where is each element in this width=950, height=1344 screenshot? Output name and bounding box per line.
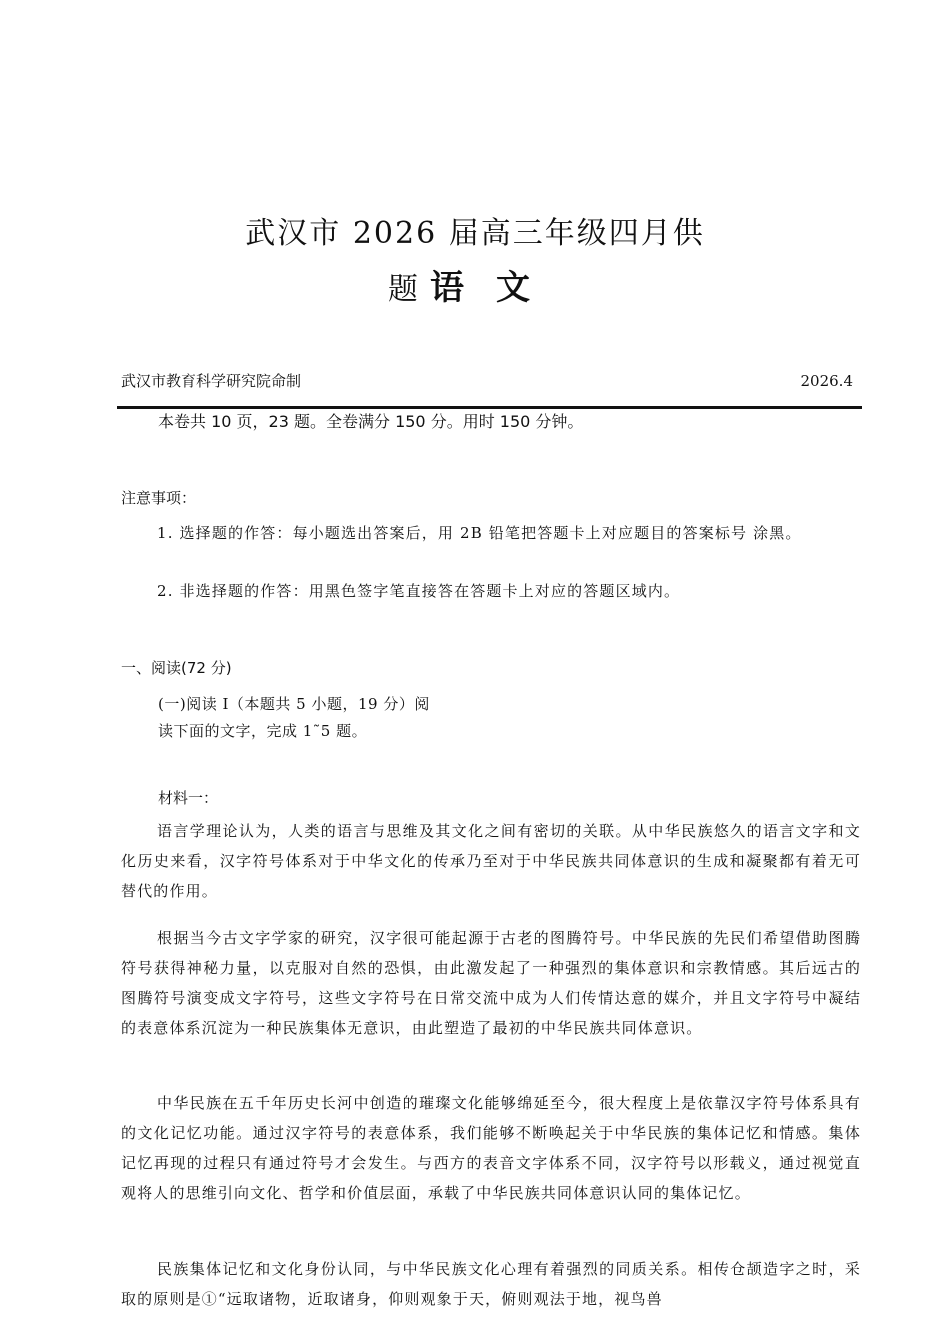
body-paragraph-3: 中华民族在五千年历史长河中创造的璀璨文化能够绵延至今，很大程度上是依靠汉字符号体系具有的文化记忆功能。通过汉字符号的表意体系，我们能够不断唤起关于中华民族的集体记忆和情感。集体记忆再现的过程只有通过符号才会发生。与西方的表音文字体系不同，汉字符号以形载义，通过视觉直观将人的思维引向文化、哲学和价值层面，承载了中华民族共同体意识认同的集体记忆。 xyxy=(121,1094,861,1202)
notice-item-1: 1. 选择题的作答：每小题选出答案后，用 2B 铅笔把答题卡上对应题目的答案标号 涂黑。 xyxy=(157,524,802,542)
exam-date: 2026.4 xyxy=(800,372,853,390)
issuer-row xyxy=(121,370,853,392)
exam-info: 本卷共 10 页，23 题。全卷满分 150 分。用时 150 分钟。 xyxy=(158,412,584,431)
header-divider xyxy=(117,406,862,409)
notice-heading: 注意事项： xyxy=(121,489,197,507)
part-intro: (一)阅读 I（本题共 5 小题，19 分）阅读下面的文字，完成 1˜5 题。 xyxy=(158,695,430,740)
notice-item-2: 2. 非选择题的作答：用黑色签字笔直接答在答题卡上对应的答题区域内。 xyxy=(157,582,681,600)
body-paragraph-1: 语言学理论认为，人类的语言与思维及其文化之间有密切的关联。从中华民族悠久的语言文字和文化历史来看，汉字符号体系对于中华文化的传承乃至对于中华民族共同体意识的生成和凝聚都有着无可替代的作用。 xyxy=(121,822,861,900)
issuer: 武汉市教育科学研究院命制 xyxy=(121,372,302,390)
body-paragraph-2: 根据当今古文字学家的研究，汉字很可能起源于古老的图腾符号。中华民族的先民们希望借助图腾符号获得神秘力量，以克服对自然的恐惧，由此激发起了一种强烈的集体意识和宗教情感。其后远古的图腾符号演变成文字符号，这些文字符号在日常交流中成为人们传情达意的媒介，并且文字符号中凝结的表意体系沉淀为一种民族集体无意识，由此塑造了最初的中华民族共同体意识。 xyxy=(121,929,861,1037)
exam-title-line2 xyxy=(0,266,950,316)
material-label: 材料一： xyxy=(158,789,219,807)
body-paragraph-4: 民族集体记忆和文化身份认同，与中华民族文化心理有着强烈的同质关系。相传仓颉造字之时，采取的原则是①“远取诸物，近取诸身，仰则观象于天，俯则观法于地，视鸟兽 xyxy=(121,1260,861,1308)
exam-title: 武汉市 2026 届高三年级四月供 xyxy=(245,216,705,251)
subject-name: 语文 xyxy=(430,268,562,308)
exam-title-continuation: 题 xyxy=(388,272,420,307)
section-heading: 一、阅读(72 分) xyxy=(121,659,232,677)
